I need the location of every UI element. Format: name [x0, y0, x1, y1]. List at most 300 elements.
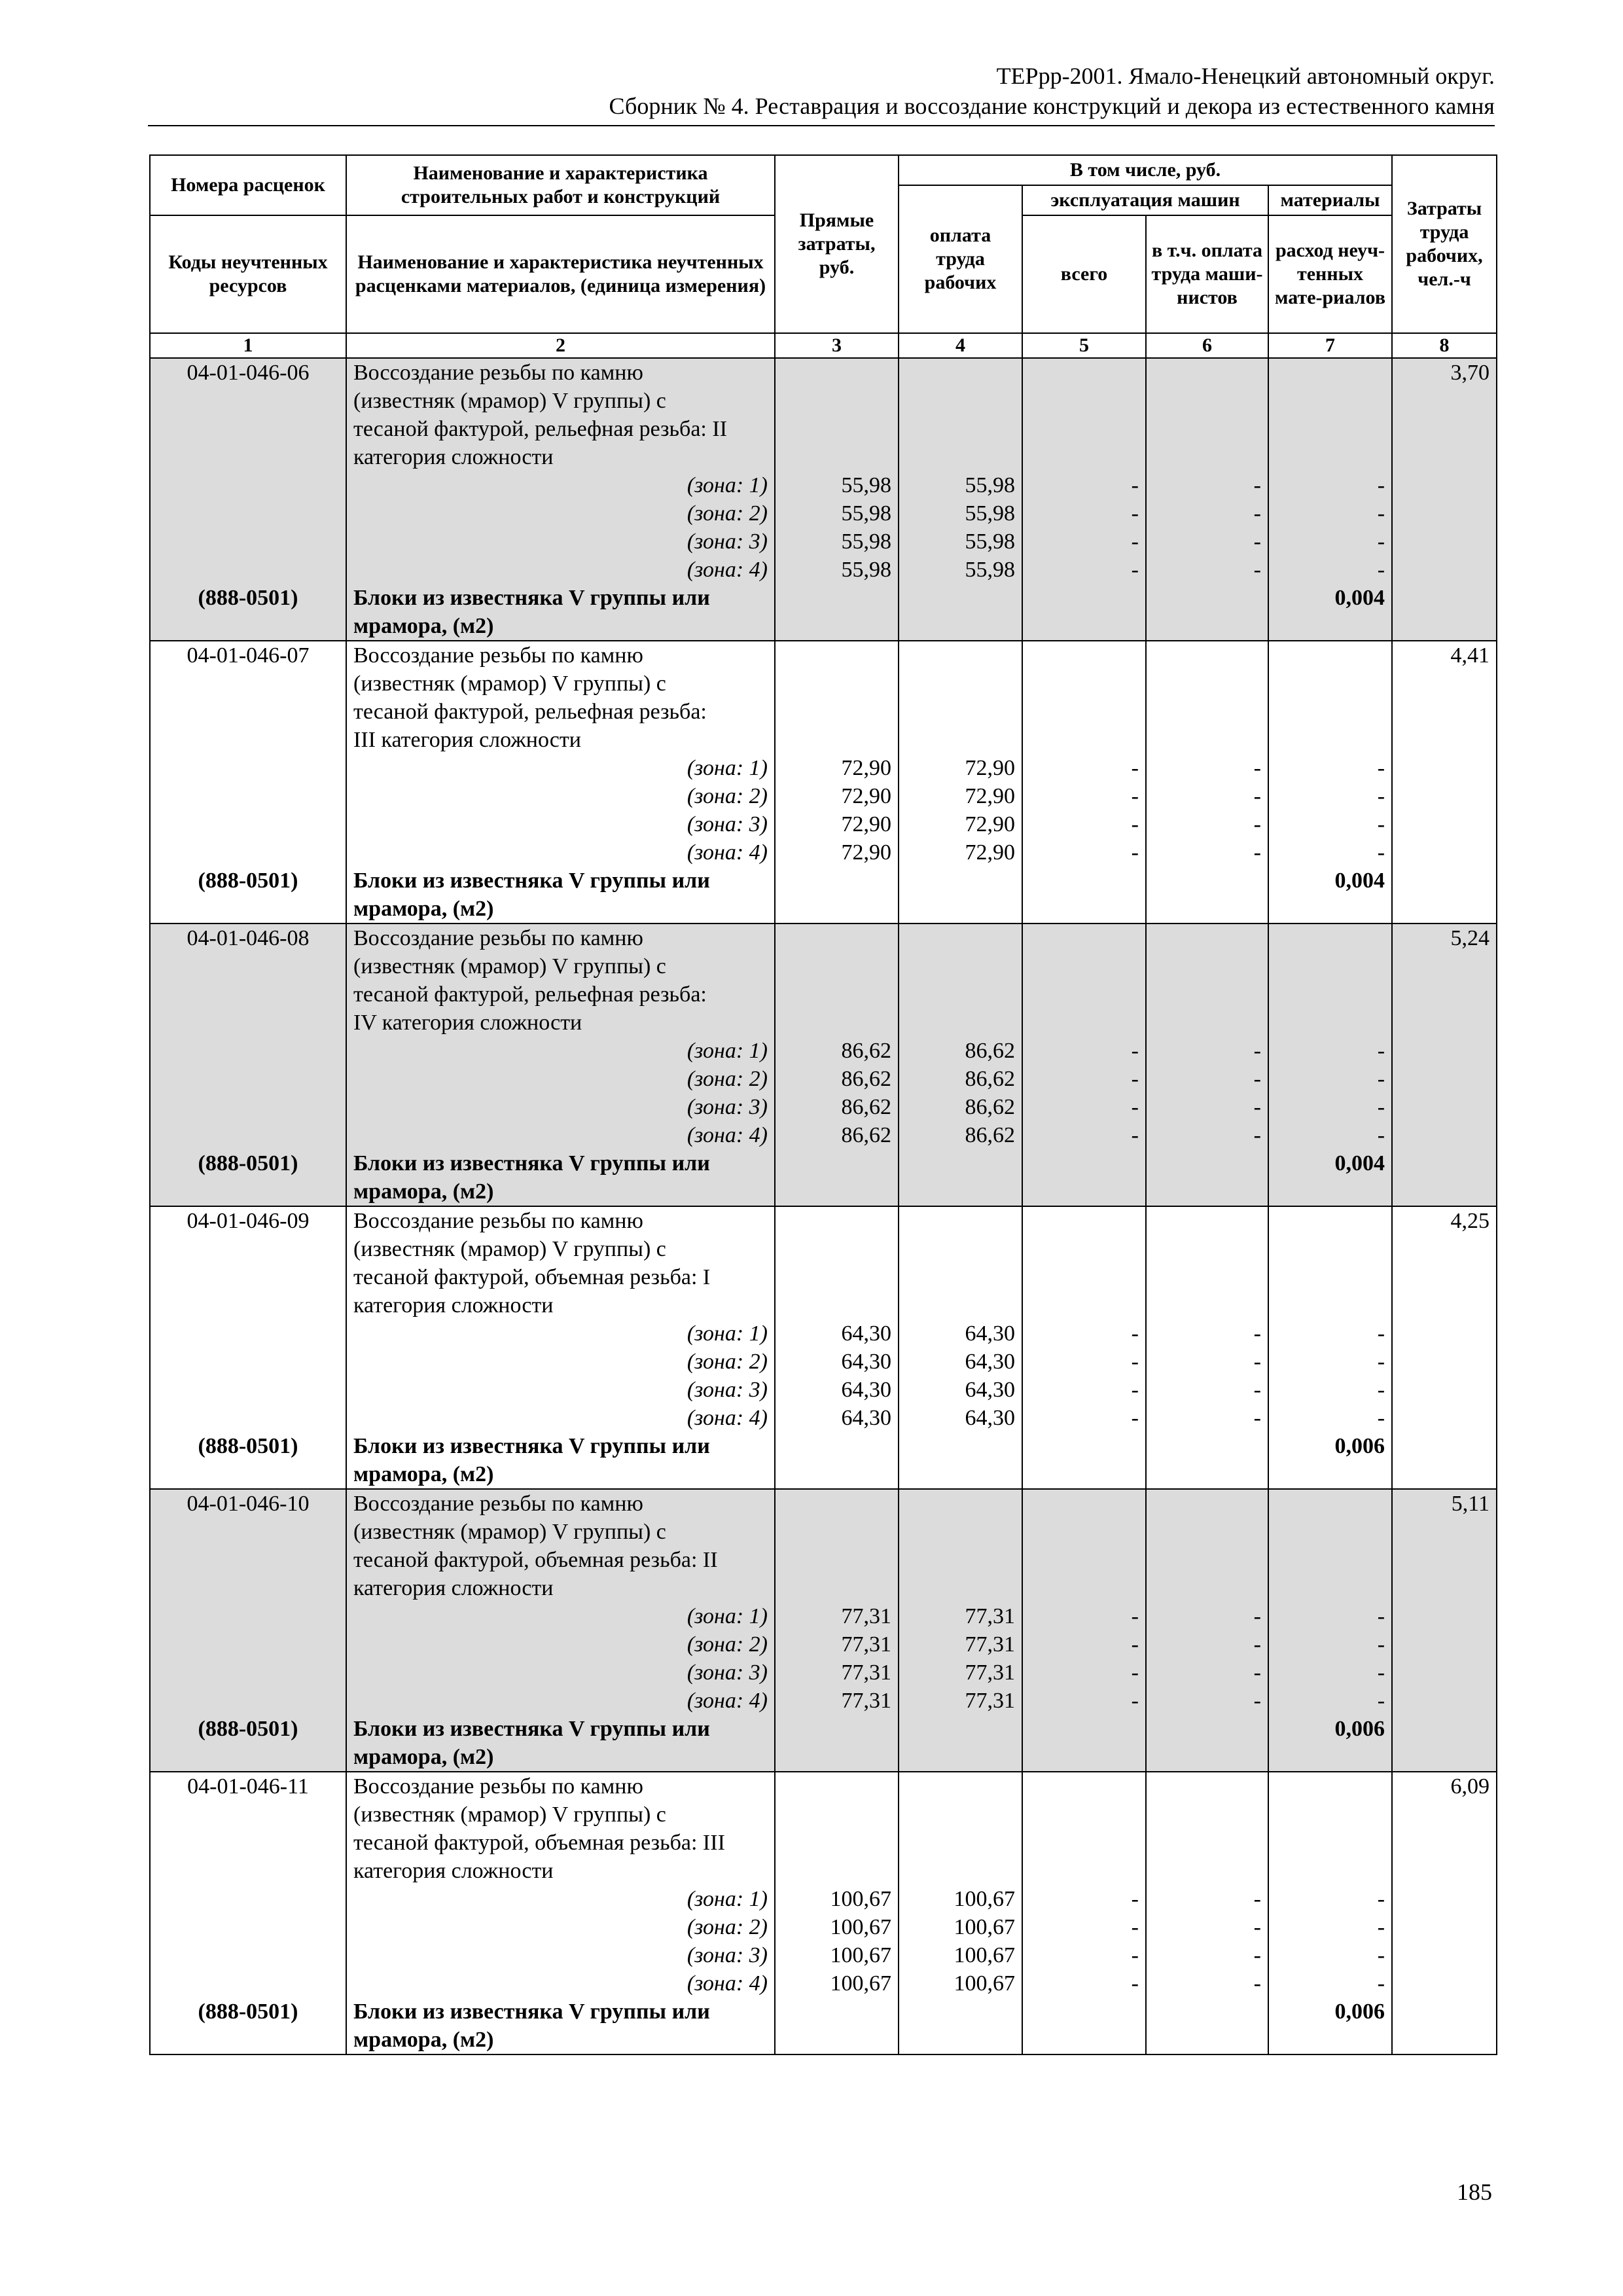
worker-pay-value: 86,62 — [965, 1067, 1015, 1091]
worker-pay-value: 55,98 — [965, 501, 1015, 526]
blank-line — [1269, 670, 1391, 698]
dash-value: - — [1377, 1039, 1385, 1063]
rates-table — [149, 154, 1497, 2055]
blank-line — [151, 1376, 346, 1404]
th-unaccounted-materials: расход неуч-тенных мате-риалов — [1268, 215, 1392, 333]
cell-col-3 — [775, 1206, 899, 1489]
dash-value: - — [1253, 529, 1261, 554]
blank-line — [151, 1065, 346, 1093]
header-rule — [148, 125, 1495, 126]
blank-line — [1269, 1207, 1391, 1235]
blank-line — [1023, 1263, 1145, 1291]
cell-col-4 — [899, 924, 1022, 1206]
blank-line — [1147, 980, 1268, 1009]
blank-line — [151, 1941, 346, 1969]
blank-line — [151, 443, 346, 471]
th-machines-total: всего — [1022, 215, 1146, 333]
dash-value: - — [1131, 1321, 1139, 1346]
blank-line — [1269, 1490, 1391, 1518]
blank-line — [1023, 952, 1145, 980]
worker-pay-value: 77,31 — [965, 1632, 1015, 1657]
blank-line — [776, 698, 898, 726]
dash-value: - — [1377, 1123, 1385, 1147]
th-resource-codes: Коды неучтенных ресурсов — [150, 215, 346, 333]
direct-cost-value: 86,62 — [841, 1123, 891, 1147]
dash-value: - — [1131, 529, 1139, 554]
blank-line — [151, 670, 346, 698]
blank-line — [1269, 641, 1391, 670]
dash-value: - — [1377, 473, 1385, 497]
blank-line — [151, 1659, 346, 1687]
direct-cost-value: 100,67 — [830, 1943, 891, 1967]
direct-cost-value: 86,62 — [841, 1039, 891, 1063]
blank-line — [776, 952, 898, 980]
resource-name-line: мрамора, (м2) — [353, 2028, 494, 2052]
blank-line — [1147, 698, 1268, 726]
zone-label: (зона: 4) — [687, 1971, 768, 1996]
dash-value: - — [1131, 1095, 1139, 1119]
blank-line — [1023, 1829, 1145, 1857]
dash-value: - — [1377, 1350, 1385, 1374]
col-number: 3 — [775, 333, 899, 358]
dash-value: - — [1253, 1378, 1261, 1402]
dash-value: - — [1131, 1067, 1139, 1091]
blank-line — [776, 726, 898, 754]
dash-value: - — [1131, 1378, 1139, 1402]
blank-line — [151, 387, 346, 415]
blank-line — [899, 387, 1022, 415]
dash-value: - — [1253, 1350, 1261, 1374]
cell-col-2 — [346, 924, 775, 1206]
col-number: 4 — [899, 333, 1022, 358]
blank-line — [151, 1913, 346, 1941]
direct-cost-value: 72,90 — [841, 756, 891, 780]
blank-line — [776, 1829, 898, 1857]
blank-line — [1147, 1772, 1268, 1801]
zone-label: (зона: 1) — [687, 1321, 768, 1346]
direct-cost-value: 100,67 — [830, 1915, 891, 1939]
worker-pay-value: 72,90 — [965, 756, 1015, 780]
work-description-line: тесаной фактурой, рельефная резьба: — [353, 982, 707, 1007]
blank-line — [776, 415, 898, 443]
resource-name-line: Блоки из известняка V группы или — [353, 1434, 710, 1458]
work-description-line: (известняк (мрамор) V группы) с — [353, 1520, 666, 1544]
zone-label: (зона: 2) — [687, 1067, 768, 1091]
cell-col-7 — [1268, 1489, 1392, 1772]
th-machinist-pay: в т.ч. оплата труда маши-нистов — [1146, 215, 1268, 333]
blank-line — [899, 443, 1022, 471]
rate-code: 04-01-046-11 — [187, 1774, 309, 1799]
blank-line — [151, 1263, 346, 1291]
blank-line — [899, 1490, 1022, 1518]
blank-line — [776, 1801, 898, 1829]
worker-pay-value: 100,67 — [954, 1971, 1015, 1996]
resource-quantity: 0,006 — [1334, 2000, 1385, 2024]
cell-col-4 — [899, 1489, 1022, 1772]
blank-line — [1147, 387, 1268, 415]
dash-value: - — [1253, 1123, 1261, 1147]
cell-col-3 — [775, 1489, 899, 1772]
blank-line — [1269, 952, 1391, 980]
work-description-line: Воссоздание резьбы по камню — [353, 643, 643, 668]
dash-value: - — [1253, 1971, 1261, 1996]
blank-line — [1023, 1490, 1145, 1518]
rate-code: 04-01-046-09 — [187, 1209, 310, 1233]
dash-value: - — [1377, 840, 1385, 865]
blank-line — [151, 1687, 346, 1715]
dash-value: - — [1253, 1067, 1261, 1091]
dash-value: - — [1377, 1689, 1385, 1713]
blank-line — [1147, 1235, 1268, 1263]
blank-line — [1269, 1857, 1391, 1885]
blank-line — [1147, 1263, 1268, 1291]
blank-line — [899, 1235, 1022, 1263]
cell-col-6 — [1146, 924, 1268, 1206]
dash-value: - — [1377, 529, 1385, 554]
dash-value: - — [1377, 501, 1385, 526]
col-number: 8 — [1392, 333, 1497, 358]
dash-value: - — [1131, 1350, 1139, 1374]
cell-col-5 — [1022, 924, 1146, 1206]
worker-pay-value: 77,31 — [965, 1604, 1015, 1628]
cell-col-5 — [1022, 358, 1146, 641]
th-materials: материалы — [1268, 185, 1392, 215]
blank-line — [1023, 1801, 1145, 1829]
cell-col-6 — [1146, 641, 1268, 924]
blank-line — [1269, 443, 1391, 471]
dash-value: - — [1377, 1095, 1385, 1119]
cell-col-1 — [150, 924, 346, 1206]
blank-line — [1147, 1291, 1268, 1319]
blank-line — [151, 1121, 346, 1149]
zone-label: (зона: 3) — [687, 1095, 768, 1119]
direct-cost-value: 72,90 — [841, 812, 891, 836]
dash-value: - — [1253, 501, 1261, 526]
rate-code: 04-01-046-08 — [187, 926, 310, 950]
blank-line — [1023, 443, 1145, 471]
blank-line — [899, 670, 1022, 698]
cell-col-3 — [775, 924, 899, 1206]
blank-line — [1023, 1207, 1145, 1235]
blank-line — [776, 1574, 898, 1602]
worker-pay-value: 86,62 — [965, 1039, 1015, 1063]
blank-line — [776, 1546, 898, 1574]
blank-line — [151, 1404, 346, 1432]
th-machine-ops: эксплуатация машин — [1022, 185, 1268, 215]
col-number: 7 — [1268, 333, 1392, 358]
blank-line — [899, 1263, 1022, 1291]
resource-quantity: 0,006 — [1334, 1434, 1385, 1458]
work-description-line: Воссоздание резьбы по камню — [353, 361, 643, 385]
resource-name-line: мрамора, (м2) — [353, 1179, 494, 1204]
blank-line — [899, 1801, 1022, 1829]
blank-line — [151, 980, 346, 1009]
zone-label: (зона: 3) — [687, 529, 768, 554]
cell-col-7 — [1268, 641, 1392, 924]
direct-cost-value: 55,98 — [841, 558, 891, 582]
col-number: 5 — [1022, 333, 1146, 358]
blank-line — [1023, 1009, 1145, 1037]
zone-label: (зона: 1) — [687, 1604, 768, 1628]
blank-line — [776, 359, 898, 387]
dash-value: - — [1253, 1915, 1261, 1939]
work-description-line: Воссоздание резьбы по камню — [353, 926, 643, 950]
work-description-line: (известняк (мрамор) V группы) с — [353, 389, 666, 413]
blank-line — [776, 641, 898, 670]
cell-col-8 — [1392, 358, 1497, 641]
direct-cost-value: 86,62 — [841, 1067, 891, 1091]
blank-line — [151, 471, 346, 499]
rate-code: 04-01-046-06 — [187, 361, 310, 385]
rate-row — [150, 924, 1497, 1206]
blank-line — [151, 754, 346, 782]
blank-line — [151, 1235, 346, 1263]
work-description-line: тесаной фактурой, объемная резьба: I — [353, 1265, 711, 1289]
resource-code: (888-0501) — [198, 586, 298, 610]
blank-line — [1147, 1801, 1268, 1829]
direct-cost-value: 100,67 — [830, 1971, 891, 1996]
rate-code: 04-01-046-07 — [187, 643, 310, 668]
worker-pay-value: 77,31 — [965, 1660, 1015, 1685]
dash-value: - — [1253, 1660, 1261, 1685]
dash-value: - — [1131, 1689, 1139, 1713]
dash-value: - — [1131, 756, 1139, 780]
direct-cost-value: 64,30 — [841, 1378, 891, 1402]
cell-col-5 — [1022, 1489, 1146, 1772]
zone-label: (зона: 3) — [687, 1660, 768, 1685]
direct-cost-value: 100,67 — [830, 1887, 891, 1911]
worker-pay-value: 55,98 — [965, 529, 1015, 554]
blank-line — [899, 980, 1022, 1009]
blank-line — [1269, 1518, 1391, 1546]
direct-cost-value: 55,98 — [841, 501, 891, 526]
blank-line — [151, 838, 346, 867]
resource-quantity: 0,004 — [1334, 586, 1385, 610]
resource-quantity: 0,004 — [1334, 1151, 1385, 1175]
table-body — [150, 358, 1497, 2054]
blank-line — [151, 1885, 346, 1913]
blank-line — [1269, 1829, 1391, 1857]
th-direct-costs: Прямые затраты, руб. — [775, 155, 899, 333]
blank-line — [1269, 698, 1391, 726]
zone-label: (зона: 2) — [687, 1350, 768, 1374]
blank-line — [1269, 1235, 1391, 1263]
blank-line — [776, 980, 898, 1009]
zone-label: (зона: 4) — [687, 1123, 768, 1147]
blank-line — [151, 952, 346, 980]
direct-cost-value: 77,31 — [841, 1632, 891, 1657]
cell-col-3 — [775, 358, 899, 641]
running-header-subtitle: Сборник № 4. Реставрация и воссоздание конструкций и декора из естественного камня — [609, 93, 1495, 119]
labor-cost-value: 4,25 — [1450, 1209, 1490, 1233]
blank-line — [151, 1319, 346, 1348]
worker-pay-value: 100,67 — [954, 1887, 1015, 1911]
cell-col-3 — [775, 641, 899, 924]
cell-col-8 — [1392, 1489, 1497, 1772]
resource-code: (888-0501) — [198, 1151, 298, 1175]
dash-value: - — [1253, 1604, 1261, 1628]
labor-cost-value: 3,70 — [1450, 361, 1490, 385]
direct-cost-value: 77,31 — [841, 1689, 891, 1713]
dash-value: - — [1131, 1632, 1139, 1657]
blank-line — [1269, 1801, 1391, 1829]
blank-line — [899, 359, 1022, 387]
dash-value: - — [1131, 1887, 1139, 1911]
blank-line — [1269, 726, 1391, 754]
dash-value: - — [1253, 473, 1261, 497]
resource-name-line: мрамора, (м2) — [353, 897, 494, 921]
worker-pay-value: 55,98 — [965, 558, 1015, 582]
direct-cost-value: 86,62 — [841, 1095, 891, 1119]
blank-line — [151, 1829, 346, 1857]
cell-col-5 — [1022, 1206, 1146, 1489]
blank-line — [151, 528, 346, 556]
dash-value: - — [1131, 784, 1139, 808]
cell-col-5 — [1022, 641, 1146, 924]
labor-cost-value: 4,41 — [1450, 643, 1490, 668]
blank-line — [1269, 1772, 1391, 1801]
blank-line — [1023, 415, 1145, 443]
table-header — [150, 155, 1497, 358]
blank-line — [1023, 726, 1145, 754]
blank-line — [899, 1574, 1022, 1602]
dash-value: - — [1253, 1943, 1261, 1967]
blank-line — [776, 1263, 898, 1291]
blank-line — [151, 698, 346, 726]
dash-value: - — [1253, 840, 1261, 865]
blank-line — [151, 1630, 346, 1659]
blank-line — [776, 1009, 898, 1037]
blank-line — [1023, 1518, 1145, 1546]
cell-col-2 — [346, 1206, 775, 1489]
blank-line — [1023, 670, 1145, 698]
dash-value: - — [1377, 1943, 1385, 1967]
dash-value: - — [1253, 1406, 1261, 1430]
dash-value: - — [1131, 812, 1139, 836]
blank-line — [151, 556, 346, 584]
dash-value: - — [1131, 558, 1139, 582]
blank-line — [1269, 1574, 1391, 1602]
blank-line — [776, 670, 898, 698]
dash-value: - — [1131, 1039, 1139, 1063]
dash-value: - — [1377, 1971, 1385, 1996]
blank-line — [899, 1518, 1022, 1546]
cell-col-2 — [346, 1772, 775, 2054]
work-description-line: Воссоздание резьбы по камню — [353, 1209, 643, 1233]
dash-value: - — [1377, 1378, 1385, 1402]
blank-line — [1147, 1009, 1268, 1037]
cell-col-6 — [1146, 1206, 1268, 1489]
blank-line — [1023, 359, 1145, 387]
blank-line — [151, 1037, 346, 1065]
blank-line — [899, 952, 1022, 980]
blank-line — [1147, 415, 1268, 443]
dash-value: - — [1377, 1887, 1385, 1911]
cell-col-1 — [150, 641, 346, 924]
cell-col-7 — [1268, 1772, 1392, 2054]
zone-label: (зона: 2) — [687, 1632, 768, 1657]
blank-line — [1269, 924, 1391, 952]
blank-line — [1147, 1490, 1268, 1518]
cell-col-3 — [775, 1772, 899, 2054]
cell-col-8 — [1392, 641, 1497, 924]
direct-cost-value: 72,90 — [841, 784, 891, 808]
blank-line — [151, 1574, 346, 1602]
blank-line — [776, 1518, 898, 1546]
cell-col-2 — [346, 358, 775, 641]
worker-pay-value: 64,30 — [965, 1350, 1015, 1374]
dash-value: - — [1377, 1604, 1385, 1628]
blank-line — [1147, 359, 1268, 387]
dash-value: - — [1253, 1321, 1261, 1346]
resource-code: (888-0501) — [198, 1434, 298, 1458]
col-number: 2 — [346, 333, 775, 358]
blank-line — [776, 1235, 898, 1263]
blank-line — [1269, 1291, 1391, 1319]
resource-quantity: 0,006 — [1334, 1717, 1385, 1741]
dash-value: - — [1377, 1915, 1385, 1939]
work-description-line: категория сложности — [353, 1293, 554, 1318]
resource-quantity: 0,004 — [1334, 869, 1385, 893]
labor-cost-value: 6,09 — [1450, 1774, 1490, 1799]
blank-line — [899, 1546, 1022, 1574]
dash-value: - — [1131, 1406, 1139, 1430]
zone-label: (зона: 3) — [687, 1378, 768, 1402]
blank-line — [899, 1857, 1022, 1885]
dash-value: - — [1253, 558, 1261, 582]
rate-code: 04-01-046-10 — [187, 1492, 310, 1516]
blank-line — [1023, 698, 1145, 726]
blank-line — [899, 924, 1022, 952]
blank-line — [1269, 1009, 1391, 1037]
blank-line — [151, 1291, 346, 1319]
zone-label: (зона: 3) — [687, 1943, 768, 1967]
work-description-line: категория сложности — [353, 1859, 554, 1883]
dash-value: - — [1131, 1604, 1139, 1628]
blank-line — [776, 1207, 898, 1235]
cell-col-4 — [899, 1772, 1022, 2054]
work-description-line: Воссоздание резьбы по камню — [353, 1492, 643, 1516]
cell-col-8 — [1392, 924, 1497, 1206]
dash-value: - — [1377, 756, 1385, 780]
cell-col-6 — [1146, 1772, 1268, 2054]
zone-label: (зона: 4) — [687, 558, 768, 582]
blank-line — [1023, 1235, 1145, 1263]
zone-label: (зона: 3) — [687, 812, 768, 836]
blank-line — [776, 1857, 898, 1885]
dash-value: - — [1377, 812, 1385, 836]
worker-pay-value: 55,98 — [965, 473, 1015, 497]
th-rate-numbers: Номера расценок — [150, 155, 346, 215]
dash-value: - — [1131, 1123, 1139, 1147]
zone-label: (зона: 1) — [687, 1039, 768, 1063]
blank-line — [1269, 980, 1391, 1009]
blank-line — [151, 1093, 346, 1121]
direct-cost-value: 55,98 — [841, 473, 891, 497]
cell-col-8 — [1392, 1206, 1497, 1489]
th-work-name: Наименование и характеристика строительных работ и конструкций — [346, 155, 775, 215]
dash-value: - — [1253, 784, 1261, 808]
cell-col-4 — [899, 1206, 1022, 1489]
worker-pay-value: 72,90 — [965, 784, 1015, 808]
col-number: 1 — [150, 333, 346, 358]
direct-cost-value: 77,31 — [841, 1604, 891, 1628]
work-description-line: категория сложности — [353, 1576, 554, 1600]
blank-line — [151, 1969, 346, 1998]
blank-line — [1147, 670, 1268, 698]
blank-line — [776, 443, 898, 471]
blank-line — [1269, 1546, 1391, 1574]
